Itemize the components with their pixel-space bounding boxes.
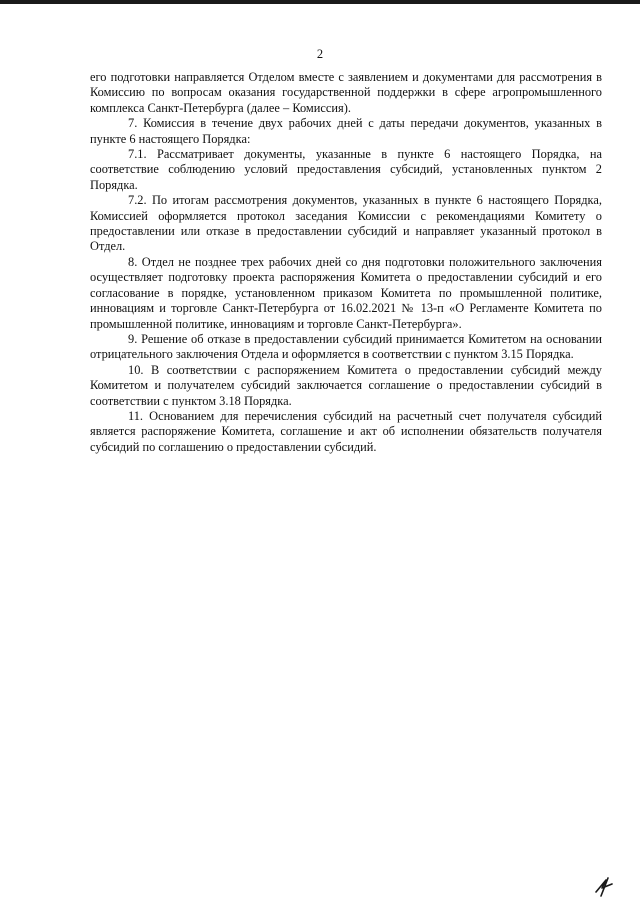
document-body [90, 70, 602, 455]
page-number: 2 [316, 47, 324, 61]
scan-top-border [0, 0, 640, 4]
paragraph-item-11: 11. Основанием для перечисления субсидий на расчетный счет получателя субсидий является распоряжение Комитета, соглашение и акт об исполнении обязательств получателя субсидий по соглашению о предоставлении субсидий. [90, 408, 602, 454]
paragraph-item-8: 8. Отдел не позднее трех рабочих дней со дня подготовки положительного заключения осуществляет подготовку проекта распоряжения Комитета о предоставлении субсидий и его согласование в порядке, установленном приказом Комитета по промышленной политике, инновациям и торговле Санкт-Петербурга от 16.02.2021 № 13-п «О Регламенте Комитета по промышленной политике, инновациям и торговле Санкт-Петербурга». [90, 254, 602, 331]
paragraph-item-7-1: 7.1. Рассматривает документы, указанные в пункте 6 настоящего Порядка, на соответствие соблюдению условий предоставления субсидий, установленных пунктом 2 Порядка. [90, 147, 602, 192]
paragraph-item-10: 10. В соответствии с распоряжением Комитета о предоставлении субсидий между Комитетом и получателем субсидий заключается соглашение о предоставлении субсидий в соответствии с пунктом 3.18 Порядка. [90, 362, 602, 408]
paragraph-continuation: его подготовки направляется Отделом вместе с заявлением и документами для рассмотрения в Комиссию по вопросам оказания государственной поддержки в сфере агропромышленного комплекса Санкт-Петербурга (далее – Комиссия). [90, 70, 602, 115]
paragraph-item-7: 7. Комиссия в течение двух рабочих дней с даты передачи документов, указанных в пункте 6 настоящего Порядка: [90, 116, 602, 146]
paragraph-item-7-2: 7.2. По итогам рассмотрения документов, указанных в пункте 6 настоящего Порядка, Комиссией оформляется протокол заседания Комиссии с рекомендациями Комитету о предоставлении или отказе в предоставлении субсидий и направляет указанный протокол в Отдел. [90, 193, 602, 254]
paragraph-item-9: 9. Решение об отказе в предоставлении субсидий принимается Комитетом на основании отрицательного заключения Отдела и оформляется в соответствии с пунктом 3.15 Порядка. [90, 331, 602, 362]
handwritten-initial-mark [592, 872, 618, 898]
